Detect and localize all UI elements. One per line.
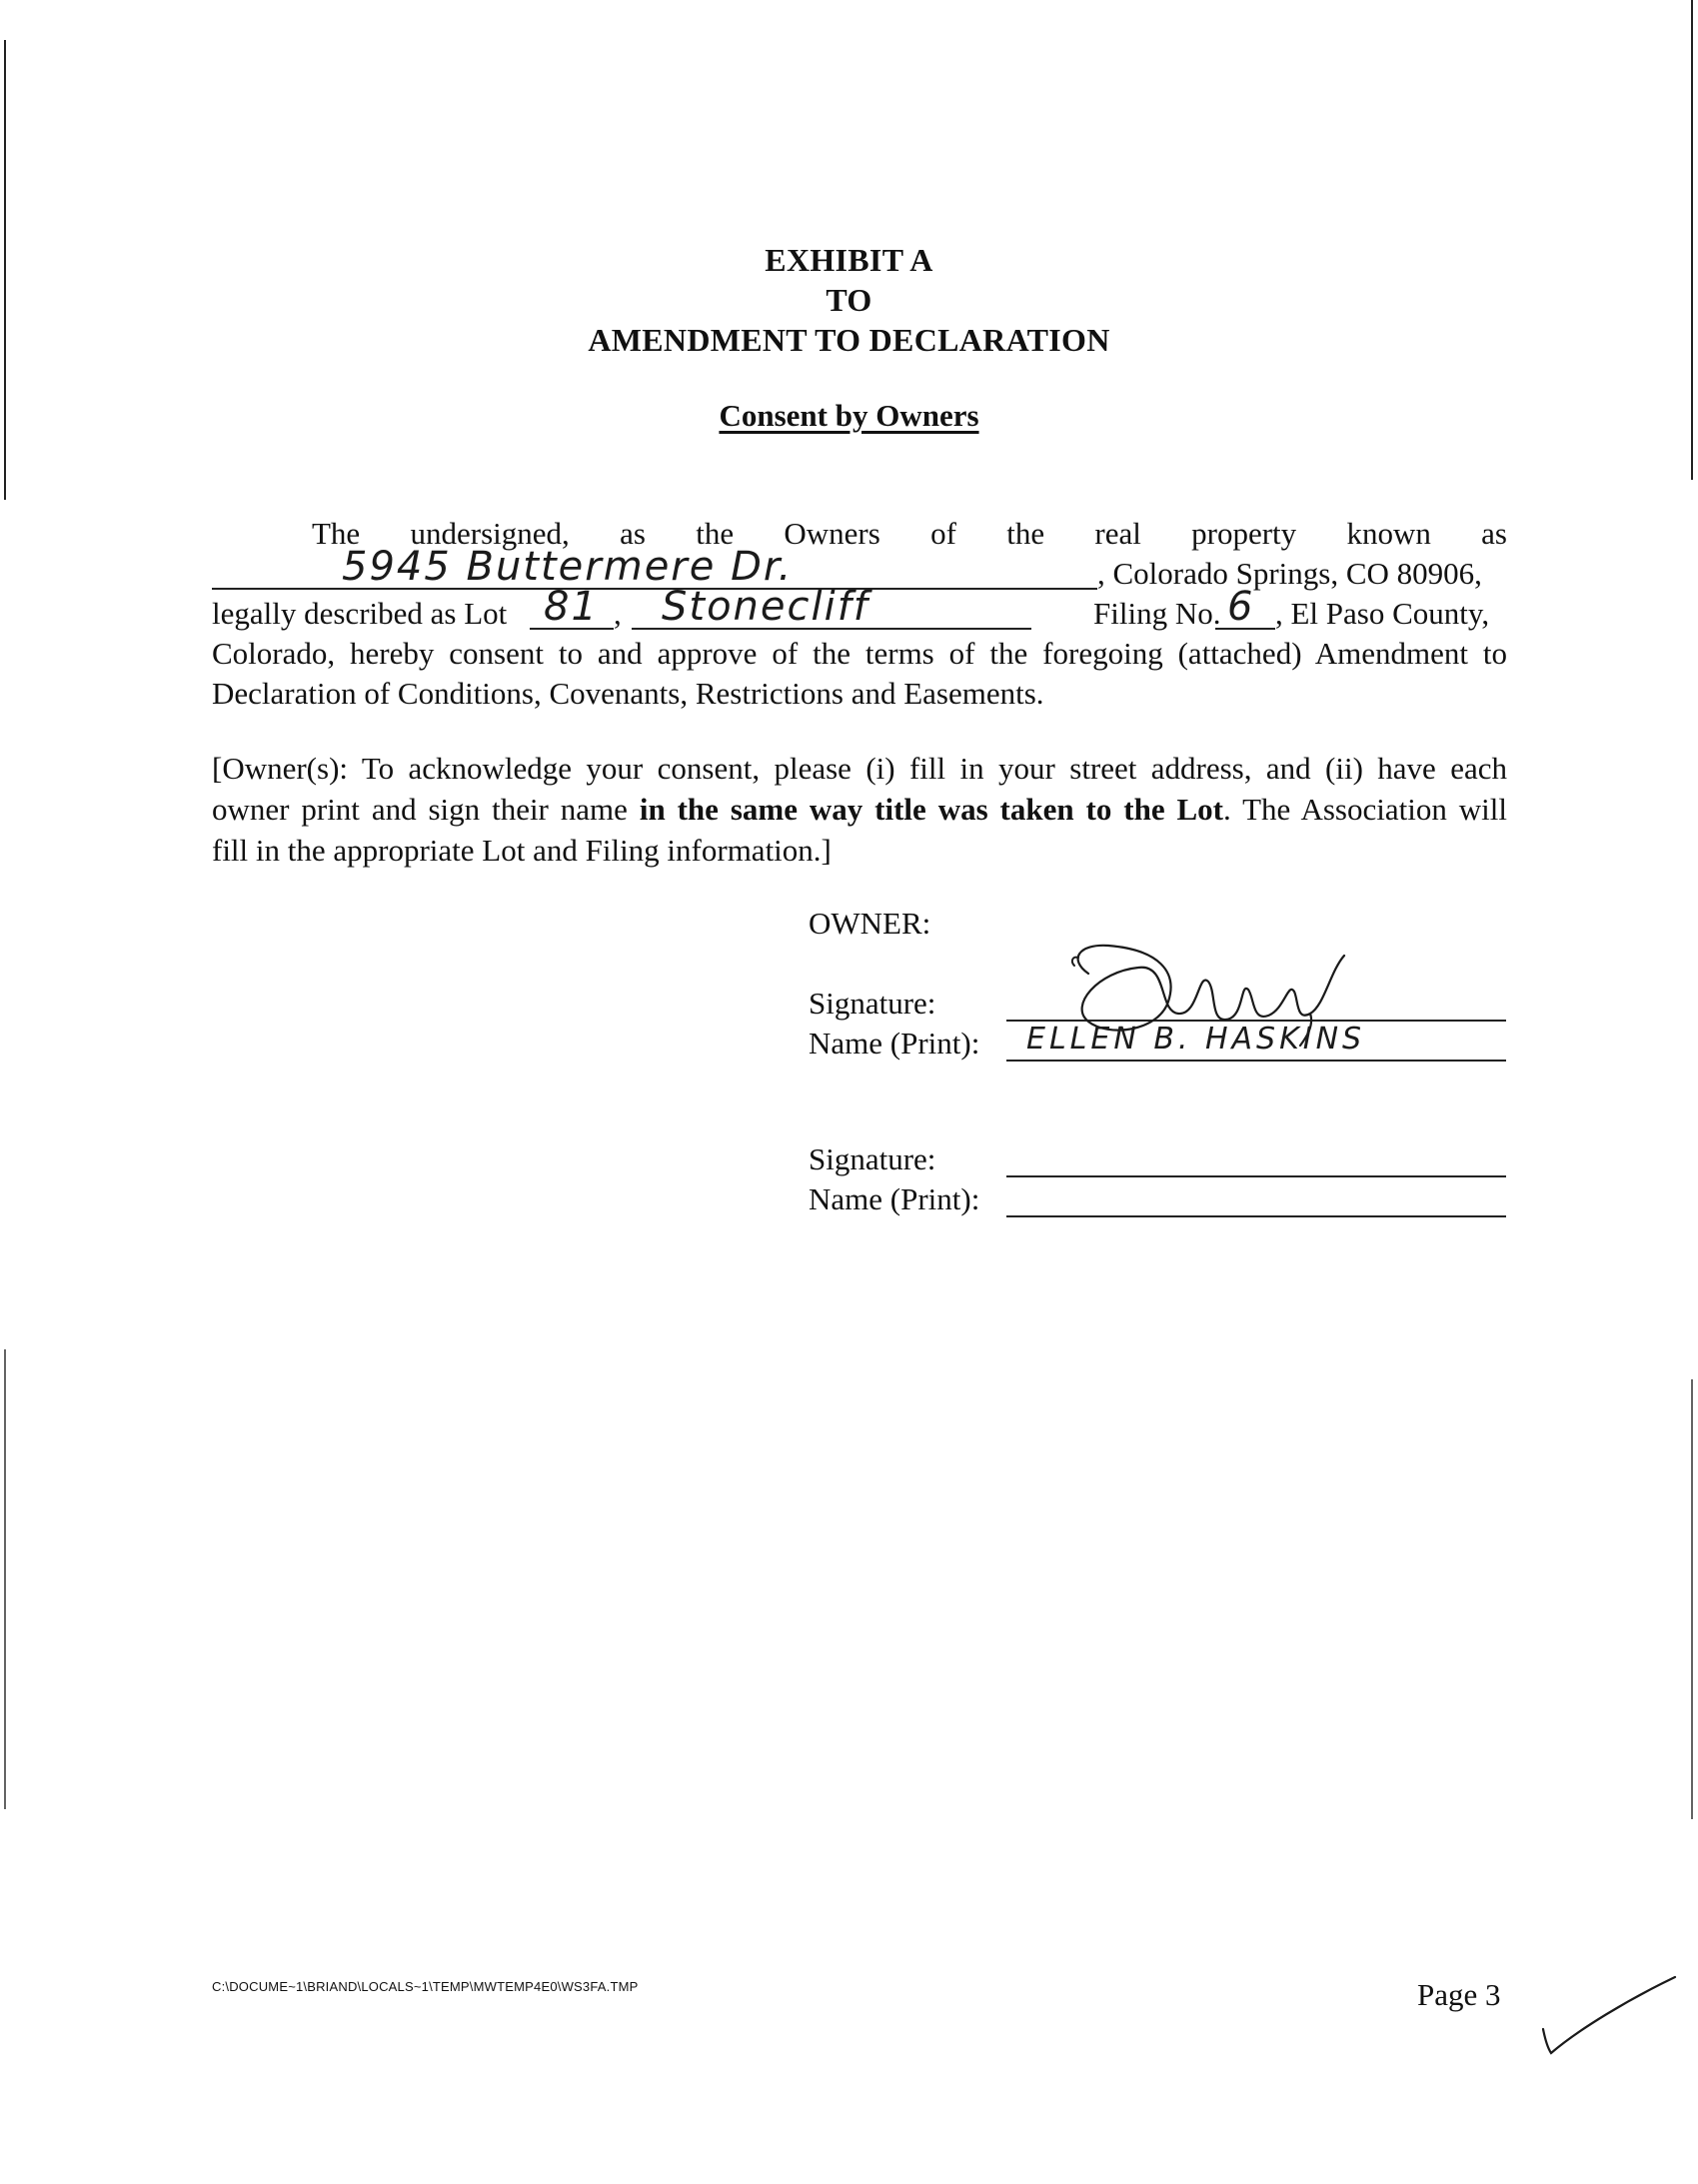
paragraph1-line4: Colorado, hereby consent to and approve of the terms of the foregoing (attached) Amendment to (212, 636, 1507, 671)
instructions-paragraph (212, 748, 1507, 871)
instructions-text: . The Association will (1222, 792, 1507, 827)
name-print-label-1: Name (Print): (809, 1026, 980, 1061)
word: undersigned, (410, 516, 570, 551)
word: The (312, 516, 361, 551)
instructions-line2 (212, 789, 1507, 830)
scan-edge-left-lower (4, 1349, 6, 1809)
subdivision-handwritten: Stonecliff (662, 584, 869, 630)
scan-edge-right-lower (1691, 1379, 1693, 1819)
subdivision-field[interactable] (632, 584, 1031, 630)
owner-signature-block (809, 906, 1508, 1225)
consent-paragraph (212, 516, 1507, 716)
word: known (1346, 516, 1431, 551)
filing-number-handwritten: 6 (1227, 584, 1255, 630)
lot-number-field[interactable] (530, 584, 614, 630)
street-address-field[interactable] (212, 544, 1097, 590)
instructions-text: owner print and sign their name (212, 792, 640, 827)
subtitle-consent-by-owners: Consent by Owners (719, 398, 979, 433)
word: Owners (784, 516, 880, 551)
signature-label-2: Signature: (809, 1141, 936, 1176)
instructions-emphasis: in the same way title was taken to the Lot (639, 792, 1223, 827)
word: the (1006, 516, 1045, 551)
name-print-field-1[interactable] (1006, 1022, 1506, 1062)
name-print-field-2[interactable] (1006, 1181, 1506, 1217)
owner-heading: OWNER: (809, 906, 931, 941)
city-state-zip: , Colorado Springs, CO 80906, (1097, 556, 1482, 591)
title-line-1: EXHIBIT A (765, 242, 933, 278)
title-line-3: AMENDMENT TO DECLARATION (588, 322, 1110, 358)
word: as (1481, 516, 1507, 551)
lot-comma: , (614, 596, 622, 631)
footer-file-path: C:\DOCUME~1\BRIAND\LOCALS~1\TEMP\MWTEMP4E0\WS3FA.TMP (212, 1979, 639, 1994)
title-block (0, 240, 1698, 360)
lot-number-handwritten: 81 (544, 584, 599, 630)
paragraph1-line5: Declaration of Conditions, Covenants, Restrictions and Easements. (212, 676, 1044, 711)
page-number: Page 3 (1417, 1977, 1501, 2012)
filing-label: Filing No. (1093, 596, 1221, 631)
signature-field-2[interactable] (1006, 1141, 1506, 1177)
word: the (696, 516, 735, 551)
instructions-line1: [Owner(s): To acknowledge your consent, please (i) fill in your street address, and (ii) have each (212, 751, 1507, 786)
name-print-label-2: Name (Print): (809, 1181, 980, 1216)
paragraph1-line3 (212, 584, 1507, 636)
county-suffix: , El Paso County, (1275, 596, 1490, 631)
title-line-2: TO (826, 282, 872, 318)
word: real (1094, 516, 1141, 551)
legal-description-label: legally described as Lot (212, 596, 508, 631)
word: as (620, 516, 646, 551)
word: of (930, 516, 956, 551)
word: property (1191, 516, 1297, 551)
street-address-handwritten: 5945 Buttermere Dr. (342, 544, 794, 590)
checkmark-mark (1539, 1969, 1679, 2059)
signature-label-1: Signature: (809, 986, 936, 1021)
filing-number-field[interactable] (1215, 584, 1275, 630)
instructions-line3: fill in the appropriate Lot and Filing information.] (212, 833, 832, 868)
owner-name-handwritten: ELLEN B. HASKINS (1026, 1022, 1366, 1057)
